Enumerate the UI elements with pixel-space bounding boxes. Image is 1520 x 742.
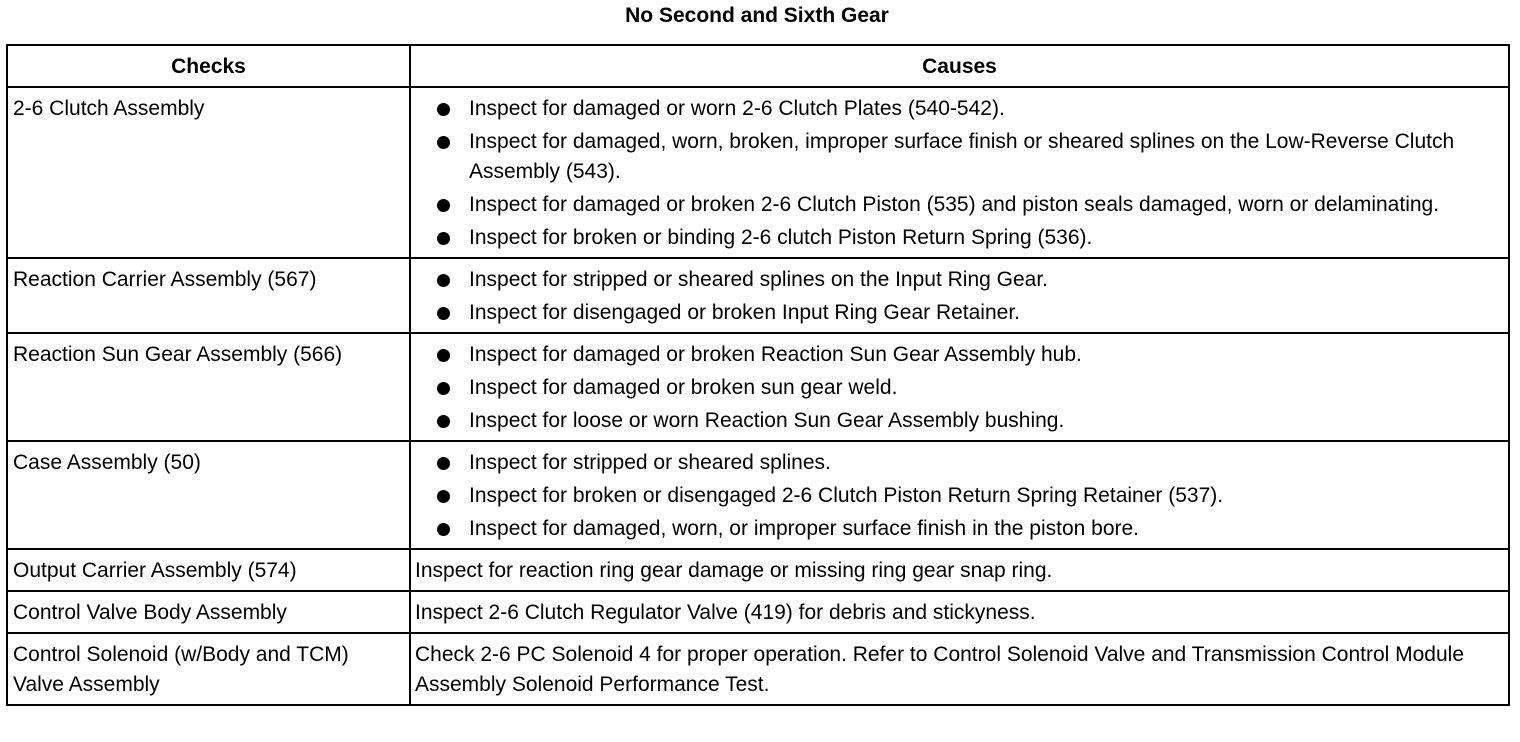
- table-row: [7, 87, 1509, 258]
- cause-text: Inspect for loose or worn Reaction Sun Gear Assembly bushing.: [469, 409, 1065, 432]
- table-row: [7, 441, 1509, 549]
- cause-item: [435, 223, 1504, 253]
- bullet-dot-icon: [437, 274, 450, 287]
- cause-item: [435, 190, 1504, 220]
- cause-text: Inspect for damaged, worn, or improper surface finish in the piston bore.: [469, 517, 1140, 540]
- cause-text: Inspect for stripped or sheared splines.: [469, 451, 831, 474]
- check-cell: Reaction Carrier Assembly (567): [7, 258, 410, 333]
- cause-item: [435, 406, 1504, 436]
- check-cell: Control Valve Body Assembly: [7, 591, 410, 633]
- cause-text: Inspect for damaged, worn, broken, improper surface finish or sheared splines on the Low-Reverse Clutch Assembly (543).: [469, 130, 1455, 183]
- cause-item: [435, 265, 1504, 295]
- table-row: [7, 633, 1509, 705]
- check-cell: Control Solenoid (w/Body and TCM) Valve Assembly: [7, 633, 410, 705]
- check-cell: 2-6 Clutch Assembly: [7, 87, 410, 258]
- bullet-dot-icon: [437, 523, 450, 536]
- cause-cell: Inspect 2-6 Clutch Regulator Valve (419) for debris and stickyness.: [410, 591, 1509, 633]
- table-row: [7, 549, 1509, 591]
- check-cell: Reaction Sun Gear Assembly (566): [7, 333, 410, 441]
- causes-list: [415, 94, 1504, 253]
- causes-list: [415, 448, 1504, 544]
- bullet-dot-icon: [437, 457, 450, 470]
- bullet-dot-icon: [437, 232, 450, 245]
- cause-text: Inspect for stripped or sheared splines on the Input Ring Gear.: [469, 268, 1049, 291]
- causes-list: [415, 340, 1504, 436]
- cause-text: Inspect for disengaged or broken Input Ring Gear Retainer.: [469, 301, 1021, 324]
- causes-list: [415, 265, 1504, 328]
- cause-text: Inspect for broken or disengaged 2-6 Clutch Piston Return Spring Retainer (537).: [469, 484, 1224, 507]
- table-row: [7, 333, 1509, 441]
- causes-cell: [410, 258, 1509, 333]
- bullet-dot-icon: [437, 136, 450, 149]
- bullet-dot-icon: [437, 349, 450, 362]
- cause-item: [435, 448, 1504, 478]
- bullet-dot-icon: [437, 199, 450, 212]
- cause-item: [435, 373, 1504, 403]
- causes-cell: [410, 333, 1509, 441]
- causes-cell: [410, 441, 1509, 549]
- cause-item: [435, 127, 1504, 187]
- bullet-dot-icon: [437, 415, 450, 428]
- bullet-dot-icon: [437, 490, 450, 503]
- cause-item: [435, 481, 1504, 511]
- column-header-checks: Checks: [7, 45, 410, 87]
- bullet-dot-icon: [437, 103, 450, 116]
- cause-text: Inspect for damaged or broken Reaction Sun Gear Assembly hub.: [469, 343, 1082, 366]
- check-cell: Output Carrier Assembly (574): [7, 549, 410, 591]
- table-row: [7, 258, 1509, 333]
- cause-item: [435, 340, 1504, 370]
- cause-cell: Inspect for reaction ring gear damage or missing ring gear snap ring.: [410, 549, 1509, 591]
- cause-item: [435, 94, 1504, 124]
- cause-text: Inspect for broken or binding 2-6 clutch Piston Return Spring (536).: [469, 226, 1093, 249]
- table-row: [7, 591, 1509, 633]
- cause-text: Inspect for damaged or broken 2-6 Clutch Piston (535) and piston seals damaged, worn or delaminating.: [469, 193, 1440, 216]
- column-header-causes: Causes: [410, 45, 1509, 87]
- header-row: [7, 45, 1509, 87]
- cause-text: Inspect for damaged or broken sun gear weld.: [469, 376, 898, 399]
- cause-item: [435, 298, 1504, 328]
- cause-text: Inspect for damaged or worn 2-6 Clutch Plates (540-542).: [469, 97, 1005, 120]
- bullet-dot-icon: [437, 382, 450, 395]
- bullet-dot-icon: [437, 307, 450, 320]
- cause-cell: Check 2-6 PC Solenoid 4 for proper operation. Refer to Control Solenoid Valve and Transmission Control Module Assembly Solenoid Performance Test.: [410, 633, 1509, 705]
- causes-cell: [410, 87, 1509, 258]
- cause-item: [435, 514, 1504, 544]
- check-cell: Case Assembly (50): [7, 441, 410, 549]
- diagnostic-table: [6, 44, 1510, 706]
- page-title: No Second and Sixth Gear: [625, 4, 889, 27]
